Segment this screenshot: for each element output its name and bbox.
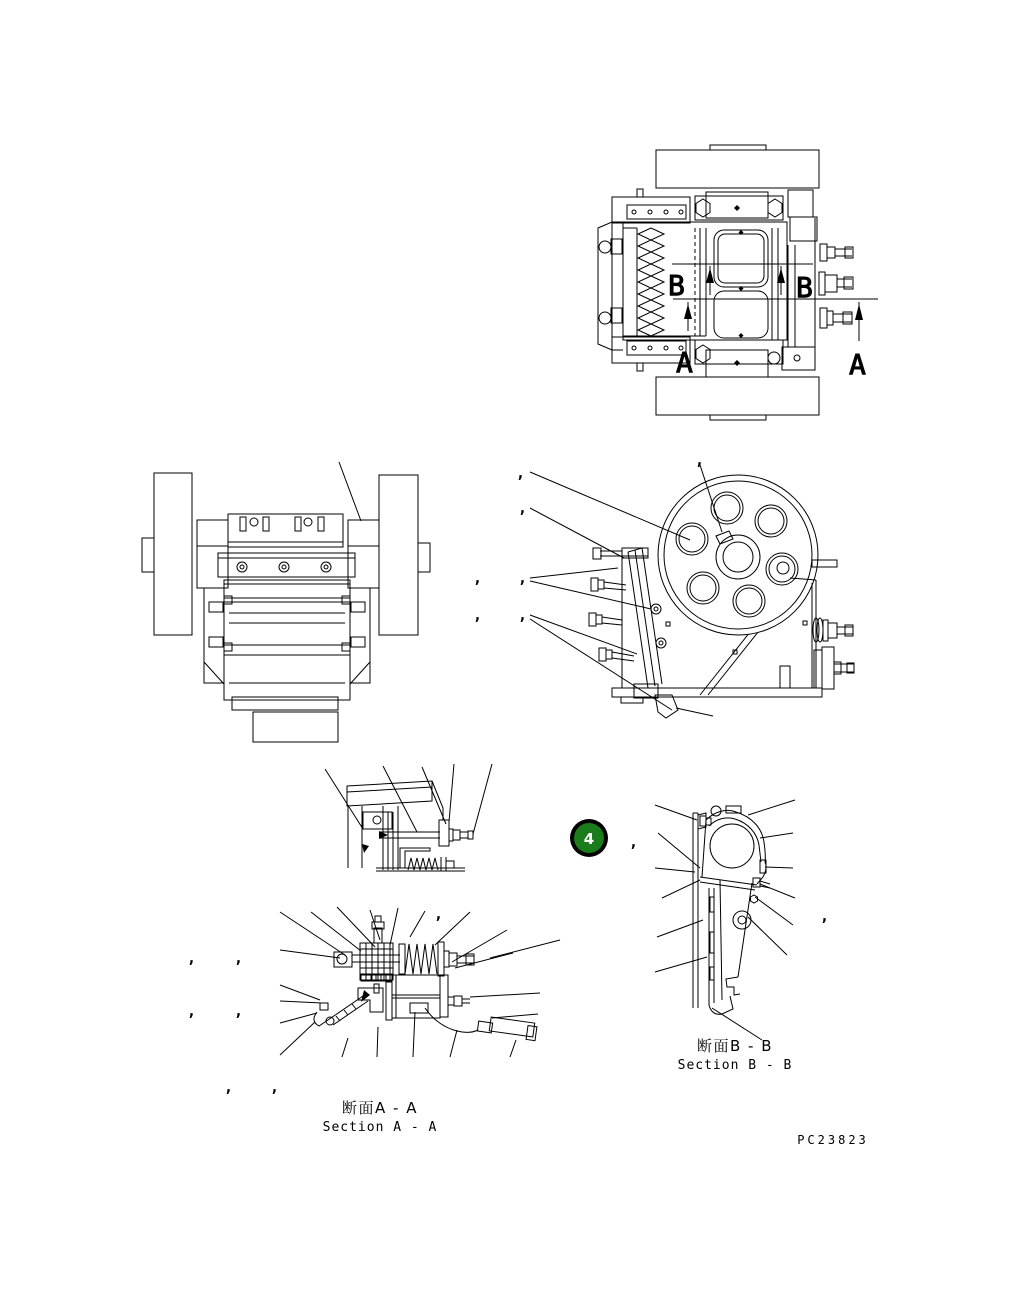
redacted-part-number-mark: , — [187, 949, 197, 967]
section-label-b-right: B — [796, 271, 813, 304]
badge-number: 4 — [583, 830, 595, 848]
redacted-part-number-mark: , — [518, 569, 528, 587]
section-a-view — [280, 907, 560, 1057]
section-label-a-right: A — [849, 348, 866, 381]
section-label-a-left: A — [676, 346, 693, 379]
redacted-part-number-mark: , — [473, 606, 483, 624]
redacted-part-number-mark: , — [234, 949, 244, 967]
tension-rod-assembly — [813, 618, 854, 689]
caption-section-b-jp: 断面B - B — [696, 1037, 774, 1055]
redacted-part-number-mark: , — [270, 1078, 280, 1096]
grease-gun — [477, 1014, 538, 1041]
redacted-part-number-mark: , — [473, 569, 483, 587]
section-b-view — [655, 800, 795, 1040]
top-view-right-bolts — [819, 244, 853, 328]
figure-link-badge[interactable] — [570, 819, 608, 857]
redacted-part-number-mark: , — [224, 1078, 234, 1096]
caption-section-a-en: Section A - A — [322, 1120, 438, 1135]
redacted-part-number-mark: , — [695, 451, 705, 469]
redacted-part-number-mark: , — [820, 907, 830, 925]
redacted-part-number-mark: , — [518, 499, 528, 517]
top-view — [598, 145, 878, 420]
caption-section-b — [678, 1037, 793, 1073]
section-arrow-a-left — [684, 302, 692, 331]
caption-section-b-en: Section B - B — [677, 1058, 793, 1073]
redacted-part-number-mark: , — [187, 1002, 197, 1020]
redacted-part-number-mark: , — [234, 1002, 244, 1020]
front-view — [142, 462, 430, 742]
side-view — [530, 465, 854, 718]
redacted-part-number-mark: , — [629, 833, 639, 851]
section-label-b-left: B — [668, 269, 685, 302]
caption-section-a — [323, 1099, 438, 1135]
redacted-part-number-mark: , — [516, 464, 526, 482]
section-arrow-b-left — [706, 266, 714, 295]
redacted-part-number-mark: , — [518, 606, 528, 624]
caption-section-a-jp: 断面A - A — [342, 1099, 418, 1117]
redacted-part-number-mark: , — [434, 905, 444, 923]
section-arrow-a-right — [855, 302, 863, 341]
section-a-detail-view — [325, 764, 492, 871]
section-b-leaders — [655, 800, 795, 1040]
drawing-number: PC23823 — [797, 1133, 869, 1147]
